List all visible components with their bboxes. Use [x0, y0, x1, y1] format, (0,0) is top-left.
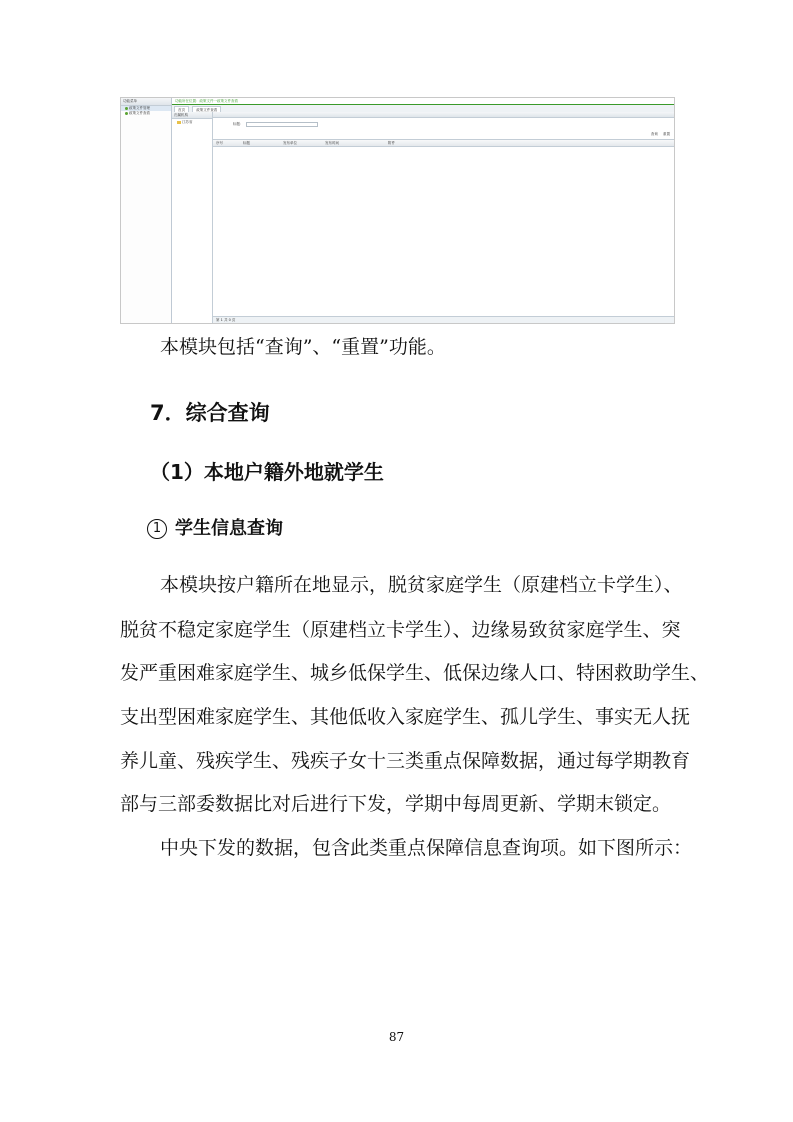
search-row	[213, 118, 674, 130]
leaf-icon	[125, 112, 128, 115]
sidebar-item-policy-manage[interactable]: 政策文件管理	[121, 106, 171, 111]
body-line: 养儿童、残疾学生、残疾子女十三类重点保障数据，通过每学期教育	[120, 750, 691, 772]
body-line: 支出型困难家庭学生、其他低收入家庭学生、孤儿学生、事实无人抚	[120, 706, 691, 728]
tab-policy-view[interactable]: 政策文件查看	[192, 106, 221, 113]
screenshot-sidebar	[121, 98, 172, 323]
circled-number: 1	[147, 519, 167, 539]
data-grid	[213, 112, 674, 323]
tree-title: 归属机构	[172, 112, 212, 119]
screenshot-caption: 本模块包括“查询”、“重置”功能。	[160, 336, 446, 358]
tree-node-province[interactable]: 江苏省	[172, 119, 212, 125]
tab-home[interactable]: 首页	[174, 106, 189, 113]
leaf-icon	[125, 107, 128, 110]
section-heading: 7．综合查询	[150, 401, 270, 425]
page-number: 87	[388, 1030, 405, 1044]
sidebar-title: 功能菜单	[121, 98, 171, 106]
button-row	[213, 130, 674, 139]
folder-icon	[177, 121, 181, 124]
pager[interactable]: 第 1 共 0 页	[213, 316, 674, 323]
column-header-row	[213, 139, 674, 147]
subsection-heading: （1）本地户籍外地就学生	[150, 460, 384, 484]
breadcrumb: 功能所在位置：政策文件一政策文件查看	[172, 98, 674, 105]
column-header[interactable]: 序号	[216, 141, 223, 145]
column-header[interactable]: 发布时间	[325, 141, 339, 145]
closing-line: 中央下发的数据，包含此类重点保障信息查询项。如下图所示：	[160, 837, 693, 859]
body-line: 发严重困难家庭学生、城乡低保学生、低保边缘人口、特困救助学生、	[120, 662, 710, 684]
column-header[interactable]: 标题	[243, 141, 250, 145]
body-line: 本模块按户籍所在地显示，脱贫家庭学生（原建档立卡学生）、	[160, 574, 683, 596]
sub-subsection-heading: 1 学生信息查询	[147, 514, 283, 540]
embedded-screenshot	[120, 97, 675, 324]
body-line: 脱贫不稳定家庭学生（原建档立卡学生）、边缘易致贫家庭学生、突	[120, 619, 681, 641]
body-line: 部与三部委数据比对后进行下发，学期中每周更新、学期末锁定。	[120, 793, 672, 815]
query-button[interactable]: 查询	[650, 132, 658, 136]
sidebar-item-policy-view[interactable]: 政策文件查看	[121, 111, 171, 116]
reset-button[interactable]: 重置	[663, 132, 670, 136]
org-tree	[172, 112, 213, 323]
title-search-input[interactable]	[246, 122, 318, 127]
column-header[interactable]: 发布单位	[283, 141, 297, 145]
screenshot-main	[172, 98, 674, 323]
search-label: 标题：	[233, 122, 244, 126]
column-header[interactable]: 附件	[388, 141, 395, 145]
